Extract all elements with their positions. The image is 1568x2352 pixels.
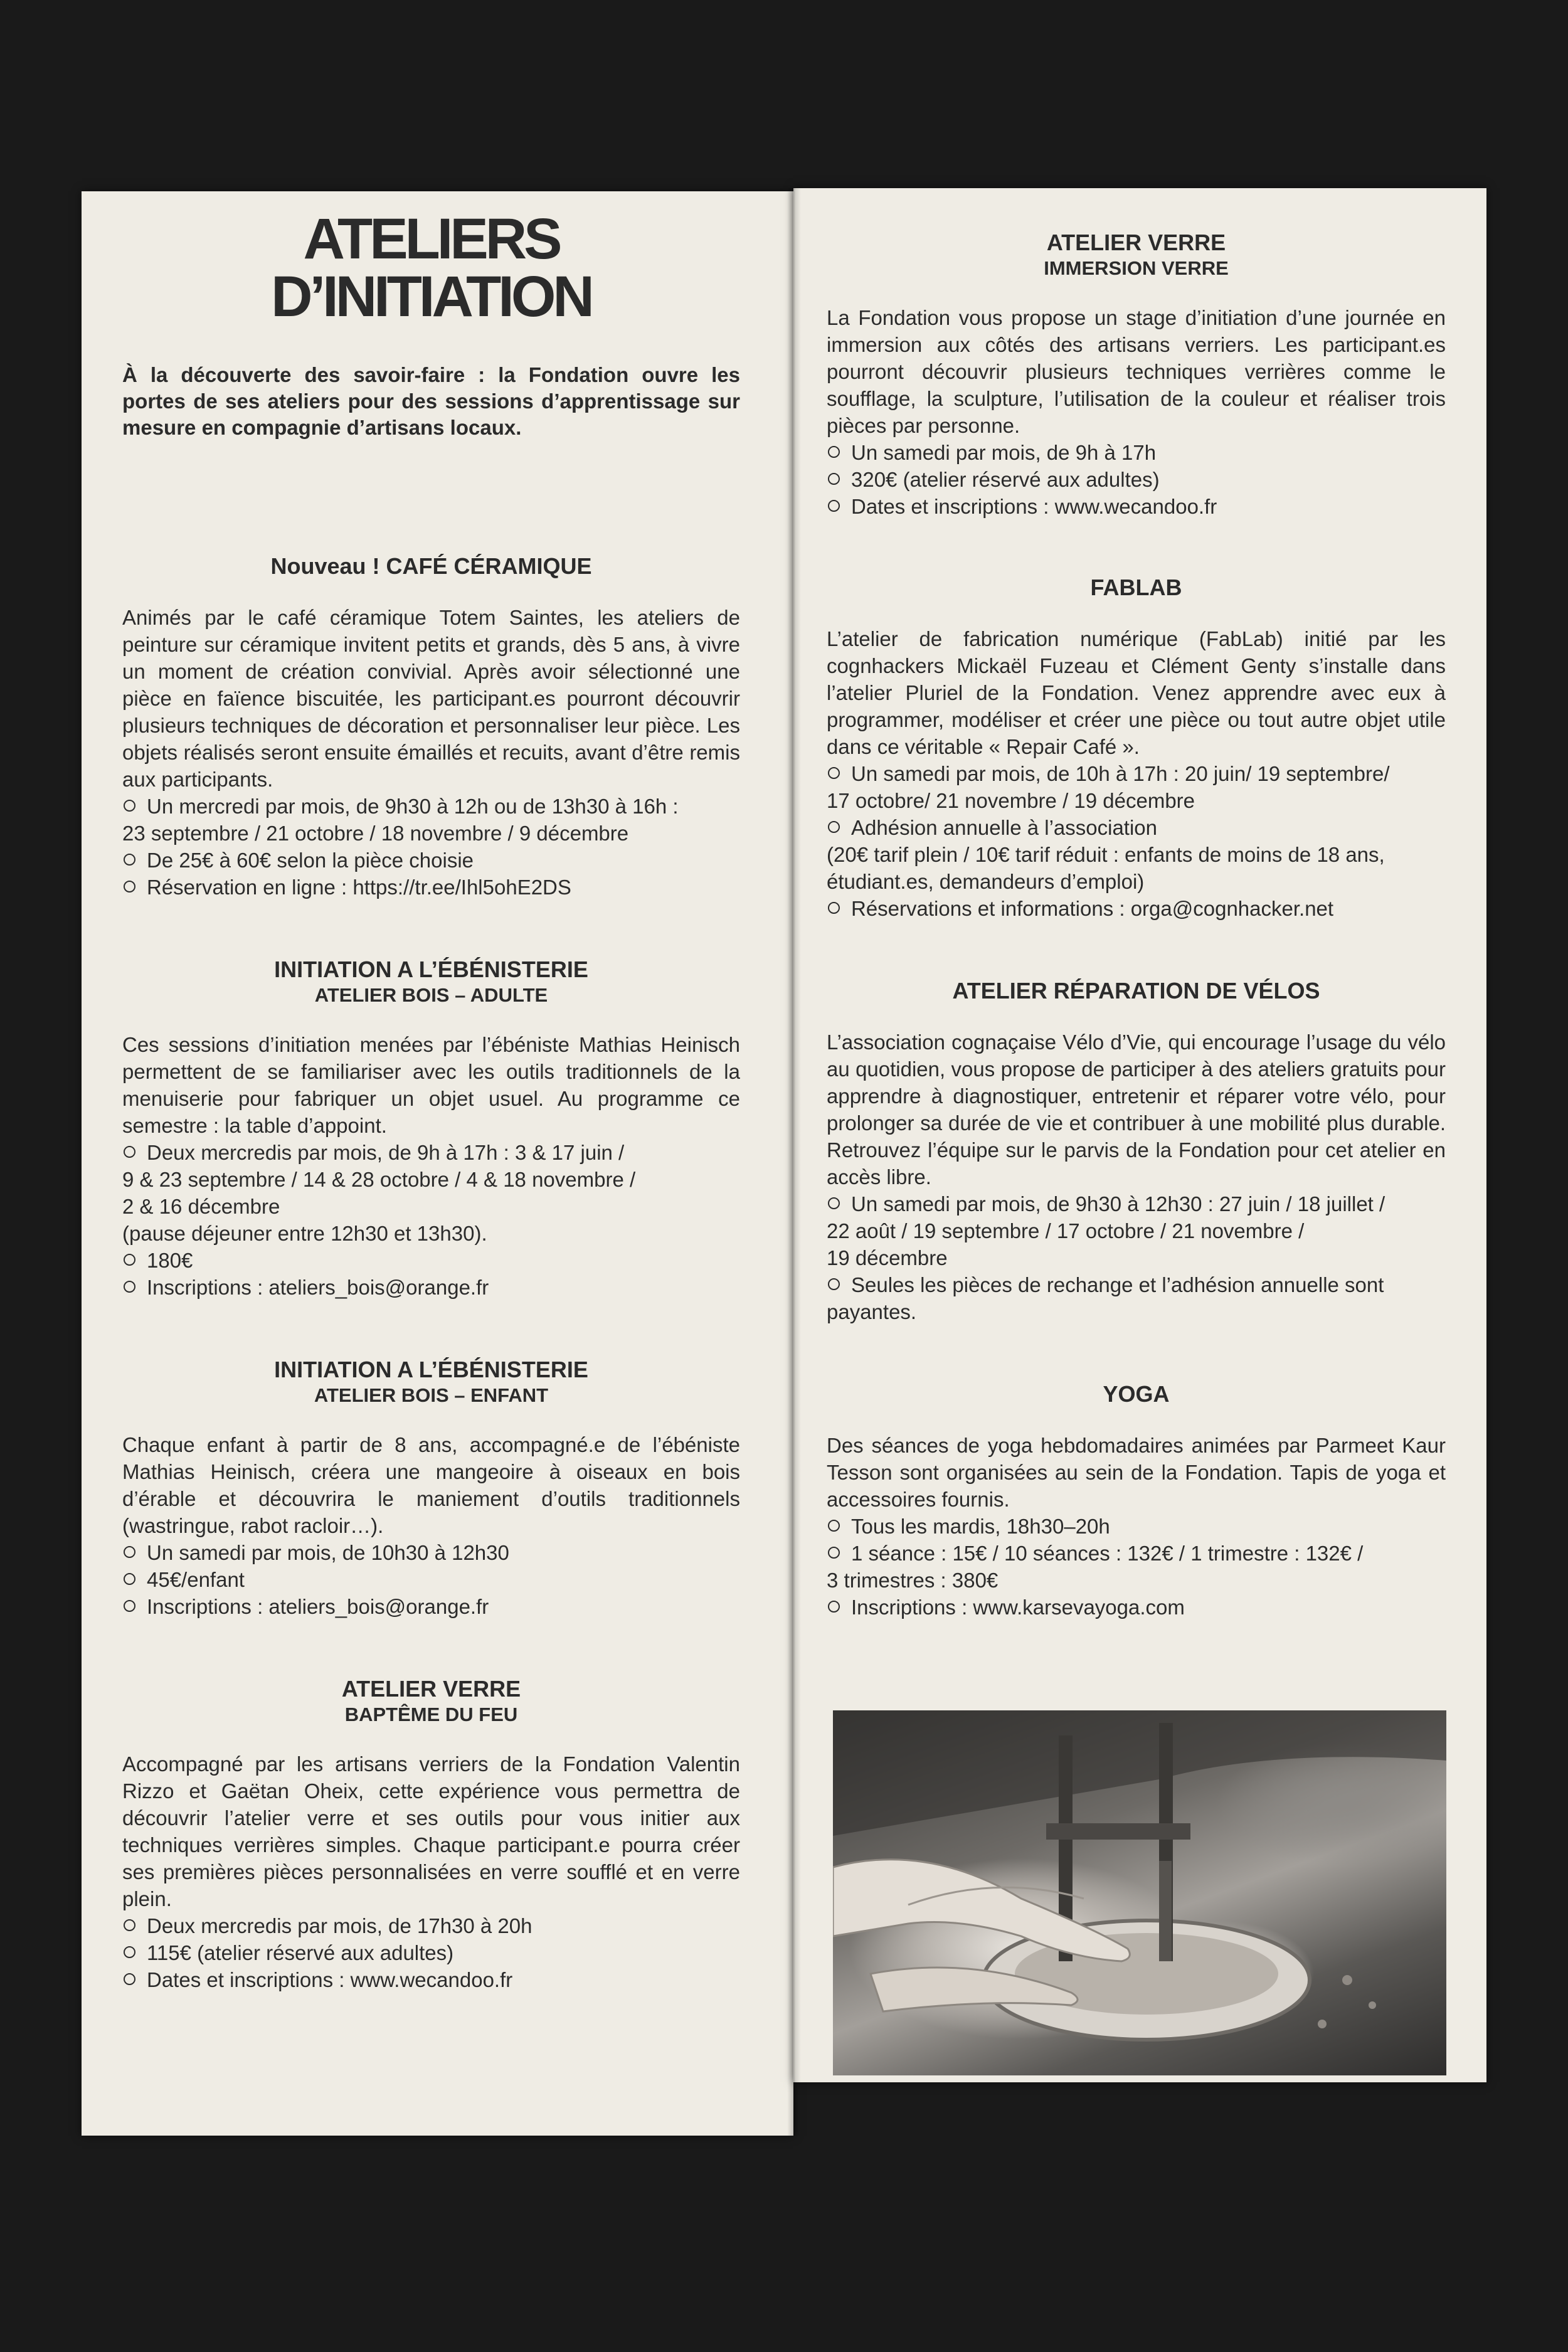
- bullet-item: De 25€ à 60€ selon la pièce choisie: [122, 847, 740, 874]
- section-title: ATELIER VERRE: [1046, 230, 1226, 255]
- bullet-circle-icon: [828, 1547, 840, 1559]
- main-title-line1: ATELIERS: [303, 207, 559, 271]
- bullet-item: Un samedi par mois, de 9h30 à 12h30 : 27 juin / 18 juillet /: [827, 1190, 1446, 1217]
- section-title: YOGA: [1103, 1381, 1170, 1407]
- section-fablab: [827, 574, 1446, 922]
- bullet-circle-icon: [124, 1146, 135, 1158]
- bullet-continuation: (20€ tarif plein / 10€ tarif réduit : enfants de moins de 18 ans,: [827, 843, 1385, 866]
- section-title: INITIATION A L’ÉBÉNISTERIE: [274, 956, 588, 982]
- bullet-item: Un mercredi par mois, de 9h30 à 12h ou de 13h30 à 16h :: [122, 793, 740, 820]
- bullet-item: Réservations et informations : orga@cognhacker.net: [827, 895, 1446, 922]
- bullet-circle-icon: [124, 881, 135, 893]
- bullet-circle-icon: [124, 1600, 135, 1612]
- section-yoga: [827, 1380, 1446, 1621]
- workbench-shadow: [833, 1710, 1446, 1836]
- bullet-item: 1 séance : 15€ / 10 séances : 132€ / 1 trimestre : 132€ /: [827, 1540, 1446, 1567]
- left-column: [122, 207, 740, 1993]
- bullet-circle-icon: [828, 473, 840, 485]
- bullet-item: Dates et inscriptions : www.wecandoo.fr: [122, 1966, 740, 1993]
- bullet-item: Un samedi par mois, de 9h à 17h: [827, 439, 1446, 466]
- wood-shaving: [1342, 1975, 1352, 1985]
- bullet-circle-icon: [828, 1278, 840, 1290]
- bullet-item: Un samedi par mois, de 10h30 à 12h30: [122, 1539, 740, 1566]
- bullet-circle-icon: [124, 1254, 135, 1266]
- bullet-item: Deux mercredis par mois, de 9h à 17h : 3 & 17 juin /: [122, 1139, 740, 1166]
- bullet-circle-icon: [124, 1573, 135, 1585]
- section-ebenisterie-adulte: [122, 956, 740, 1301]
- section-body: La Fondation vous propose un stage d’initiation d’une journée en immersion aux côtés des artisans verriers. Les participant.es pourront découvrir plusieurs techniques verrières comme le soufflage, la sculpture, l’utilisation de la couleur et réaliser trois pièces par personne.: [827, 306, 1446, 437]
- bullet-item: 115€ (atelier réservé aux adultes): [122, 1939, 740, 1966]
- bullet-continuation: 9 & 23 septembre / 14 & 28 octobre / 4 & 18 novembre /: [122, 1168, 636, 1191]
- section-body: L’association cognaçaise Vélo d’Vie, qui encourage l’usage du vélo au quotidien, vous propose de participer à des ateliers gratuits pour apprendre à diagnostiquer, entretenir et réparer votre vélo, pour prolonger sa durée de vie et contribuer à une mobilité plus durable. Retrouvez l’équipe sur le parvis de la Fondation pour cet atelier en accès libre.: [827, 1030, 1446, 1189]
- bullet-circle-icon: [124, 854, 135, 866]
- bullet-circle-icon: [828, 767, 840, 779]
- bullet-item: 45€/enfant: [122, 1566, 740, 1593]
- bullet-circle-icon: [828, 500, 840, 512]
- hand: [833, 1860, 1130, 1961]
- wood-shaving: [1369, 2001, 1376, 2009]
- bullet-circle-icon: [828, 1197, 840, 1209]
- bullet-item: Inscriptions : ateliers_bois@orange.fr: [122, 1274, 740, 1301]
- section-subtitle: BAPTÊME DU FEU: [344, 1703, 518, 1725]
- bullet-circle-icon: [124, 1946, 135, 1958]
- bullet-continuation: 19 décembre: [827, 1246, 948, 1269]
- bullet-continuation: 22 août / 19 septembre / 17 octobre / 21 novembre /: [827, 1219, 1305, 1242]
- bullet-item: 320€ (atelier réservé aux adultes): [827, 466, 1446, 493]
- section-body: L’atelier de fabrication numérique (FabLab) initié par les cognhackers Mickaël Fuzeau et Clément Genty s’installe dans l’atelier Pluriel de la Fondation. Venez apprendre avec eux à programmer, modéliser et créer une pièce ou tout autre objet utile dans ce véritable « Repair Café ».: [827, 627, 1446, 758]
- clamp-screw: [1159, 1861, 1172, 1961]
- intro-text: À la découverte des savoir-faire : la Fondation ouvre les portes de ses ateliers pour des sessions d’apprentissage sur mesure en compagnie d’artisans locaux.: [122, 363, 740, 439]
- bullet-continuation: étudiant.es, demandeurs d’emploi): [827, 870, 1145, 893]
- bullet-circle-icon: [828, 446, 840, 458]
- bullet-item: Tous les mardis, 18h30–20h: [827, 1513, 1446, 1540]
- bullet-item: Deux mercredis par mois, de 17h30 à 20h: [122, 1912, 740, 1939]
- bullet-circle-icon: [828, 902, 840, 914]
- bullet-circle-icon: [124, 1973, 135, 1985]
- bullet-continuation: (pause déjeuner entre 12h30 et 13h30).: [122, 1222, 487, 1245]
- section-title: ATELIER VERRE: [341, 1676, 521, 1702]
- bullet-continuation: payantes.: [827, 1300, 917, 1323]
- bullet-circle-icon: [828, 1520, 840, 1532]
- bullet-circle-icon: [124, 1919, 135, 1931]
- bullet-item: Seules les pièces de rechange et l’adhésion annuelle sont: [827, 1271, 1446, 1298]
- bullet-item: Dates et inscriptions : www.wecandoo.fr: [827, 493, 1446, 520]
- bullet-item: Réservation en ligne : https://tr.ee/Ihl5ohE2DS: [122, 874, 740, 901]
- section-verre-immersion: [827, 229, 1446, 520]
- bullet-circle-icon: [124, 1281, 135, 1293]
- section-subtitle: ATELIER BOIS – ADULTE: [314, 984, 548, 1006]
- section-body: Animés par le café céramique Totem Saintes, les ateliers de peinture sur céramique invitent petits et grands, dès 5 ans, à vivre un moment de création convivial. Après avoir sélectionné une pièce en faïence biscuitée, les participant.es pourront découvrir plusieurs techniques de décoration et personnaliser leur pièce. Les objets réalisés seront ensuite émaillés et recuits, avant d’être remis aux participants.: [122, 606, 740, 791]
- section-title: ATELIER RÉPARATION DE VÉLOS: [952, 978, 1320, 1004]
- section-title: INITIATION A L’ÉBÉNISTERIE: [274, 1357, 588, 1382]
- section-body: Chaque enfant à partir de 8 ans, accompagné.e de l’ébéniste Mathias Heinisch, créera une mangeoire à oiseaux en bois d’érable et découvrira le maniement d’outils traditionnels (wastringue, rabot racloir…).: [122, 1433, 740, 1537]
- woodworking-photo-drawing: [833, 1710, 1446, 2075]
- bullet-circle-icon: [828, 821, 840, 833]
- bullet-circle-icon: [124, 800, 135, 812]
- bullet-continuation: 2 & 16 décembre: [122, 1195, 280, 1218]
- section-subtitle: ATELIER BOIS – ENFANT: [314, 1384, 549, 1406]
- woodworking-photo: [833, 1710, 1446, 2075]
- section-ebenisterie-enfant: [122, 1356, 740, 1620]
- bullet-continuation: 23 septembre / 21 octobre / 18 novembre / 9 décembre: [122, 822, 629, 845]
- wood-shaving: [1318, 2020, 1327, 2028]
- section-cafe-ceramique: [122, 553, 740, 901]
- section-reparation-velos: [827, 977, 1446, 1325]
- bullet-circle-icon: [124, 1546, 135, 1558]
- right-column: [827, 229, 1446, 1621]
- bullet-continuation: 17 octobre/ 21 novembre / 19 décembre: [827, 789, 1195, 812]
- section-title: Nouveau ! CAFÉ CÉRAMIQUE: [270, 553, 592, 579]
- section-subtitle: IMMERSION VERRE: [1044, 257, 1229, 279]
- bullet-continuation: 3 trimestres : 380€: [827, 1569, 999, 1592]
- section-body: Accompagné par les artisans verriers de la Fondation Valentin Rizzo et Gaëtan Oheix, cette expérience vous permettra de découvrir l’atelier verre et ses outils pour vous initier aux techniques verrières simples. Chaque participant.e pourra créer ses premières pièces personnalisées en verre soufflé et en verre plein.: [122, 1752, 740, 1910]
- bullet-circle-icon: [828, 1601, 840, 1613]
- main-title: [122, 207, 740, 329]
- bullet-item: Un samedi par mois, de 10h à 17h : 20 juin/ 19 septembre/: [827, 760, 1446, 787]
- bullet-item: Adhésion annuelle à l’association: [827, 814, 1446, 841]
- bullet-item: 180€: [122, 1247, 740, 1274]
- section-body: Ces sessions d’initiation menées par l’ébéniste Mathias Heinisch permettent de se familiariser avec les outils traditionnels de la menuiserie pour fabriquer un objet usuel. Au programme ce semestre : la table d’appoint.: [122, 1033, 740, 1137]
- bullet-item: Inscriptions : www.karsevayoga.com: [827, 1594, 1446, 1621]
- section-body: Des séances de yoga hebdomadaires animées par Parmeet Kaur Tesson sont organisées au sein de la Fondation. Tapis de yoga et accessoires fournis.: [827, 1434, 1446, 1511]
- section-title: FABLAB: [1090, 575, 1182, 600]
- main-title-line2: D’INITIATION: [271, 265, 591, 329]
- booklet-fold: [787, 188, 801, 2136]
- clamp-jaw: [1046, 1823, 1190, 1840]
- bullet-item: Inscriptions : ateliers_bois@orange.fr: [122, 1593, 740, 1620]
- section-verre-bapteme: [122, 1675, 740, 1993]
